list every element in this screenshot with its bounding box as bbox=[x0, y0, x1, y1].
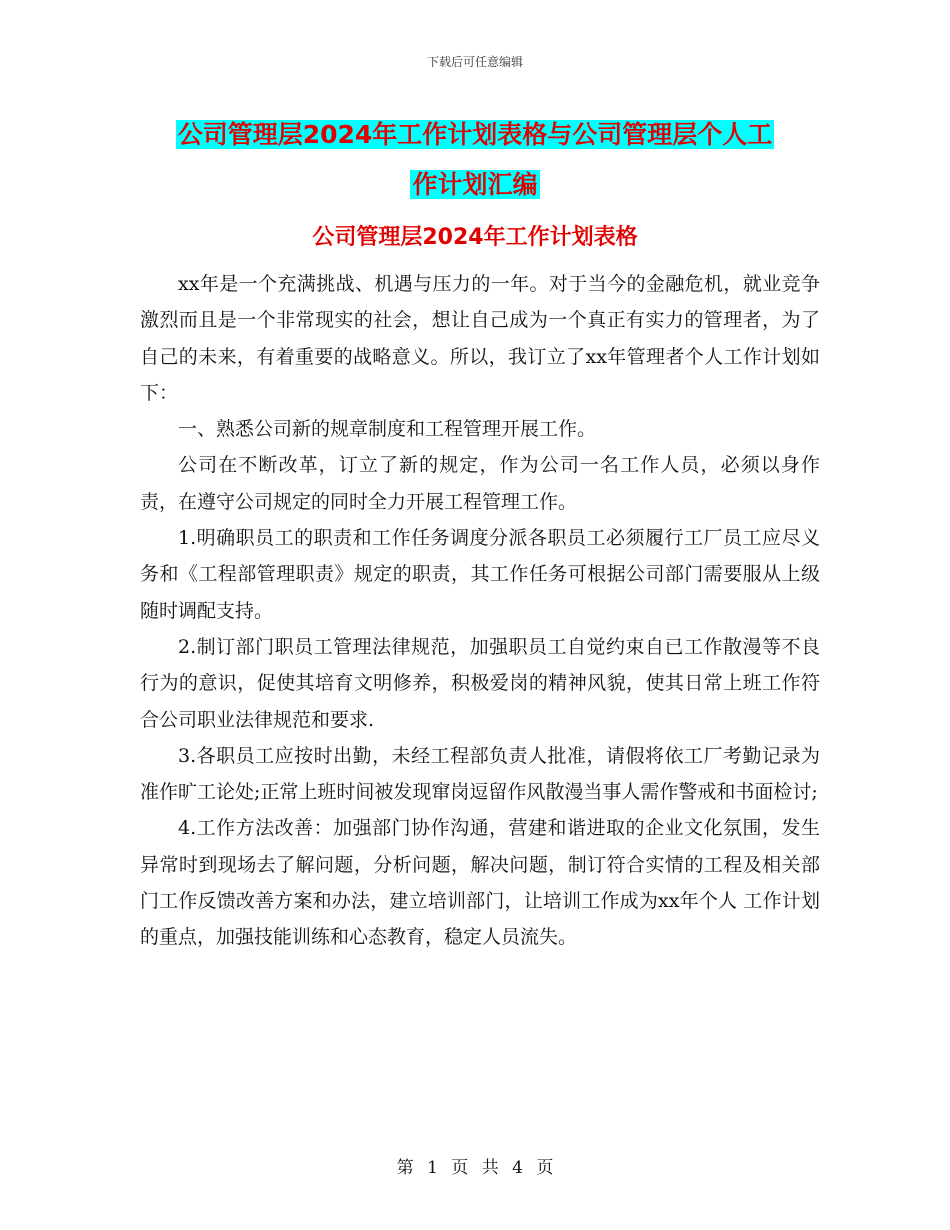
footer-page-word: 页 bbox=[451, 1158, 469, 1178]
footer-total-word: 共 bbox=[481, 1158, 499, 1178]
footer-suffix: 页 bbox=[536, 1158, 554, 1178]
paragraph-company-reform: 公司在不断改革，订立了新的规定，作为公司一名工作人员，必须以身作责，在遵守公司规定的同时全力开展工程管理工作。 bbox=[140, 454, 820, 513]
footer-prefix: 第 bbox=[396, 1158, 414, 1178]
paragraph-item-2: 2.制订部门职员工管理法律规范，加强职员工自觉约束自已工作散漫等不良行为的意识，促使其培育文明修养，积极爱岗的精神风貌，使其日常上班工作符合公司职业法律规范和要求. bbox=[140, 635, 820, 731]
paragraph-item-4: 4.工作方法改善：加强部门协作沟通，营建和谐进取的企业文化氛围，发生异常时到现场去了解问题，分析问题，解决问题，制订符合实情的工程及相关部门工作反馈改善方案和办法，建立培训部门，让培训工作成为xx年个人 工作计划 的重点，加强技能训练和心态教育，稳定人员流失。 bbox=[140, 817, 820, 949]
paragraph-item-1: 1.明确职员工的职责和工作任务调度分派各职员工必须履行工厂员工应尽义务和《工程部管理职责》规定的职责，其工作任务可根据公司部门需要服从上级随时调配支持。 bbox=[140, 527, 820, 622]
title-line-1: 公司管理层2024年工作计划表格与公司管理层个人工 bbox=[177, 120, 773, 149]
paragraph-heading-1: 一、熟悉公司新的规章制度和工程管理开展工作。 bbox=[178, 418, 597, 441]
paragraph-item-3: 3.各职员工应按时出勤，未经工程部负责人批准，请假将依工厂考勤记录为准作旷工论处;正常上班时间被发现窜岗逗留作风散漫当事人需作警戒和书面检讨; bbox=[140, 744, 820, 804]
document-body bbox=[140, 266, 820, 956]
section-title: 公司管理层2024年工作计划表格 bbox=[312, 225, 638, 250]
document-title bbox=[0, 110, 950, 210]
page-footer bbox=[0, 1153, 950, 1178]
footer-current-page: 1 bbox=[427, 1158, 438, 1178]
paragraph-intro: xx年是一个充满挑战、机遇与压力的一年。对于当今的金融危机，就业竞争激烈而且是一个非常现实的社会，想让自己成为一个真正有实力的管理者，为了自己的未来，有着重要的战略意义。所以，我订立了xx年管理者个人工作计划如下： bbox=[140, 273, 820, 404]
header-note: 下载后可任意编辑 bbox=[426, 55, 523, 69]
footer-total-pages: 4 bbox=[512, 1158, 523, 1178]
title-line-2: 作计划汇编 bbox=[412, 170, 538, 199]
